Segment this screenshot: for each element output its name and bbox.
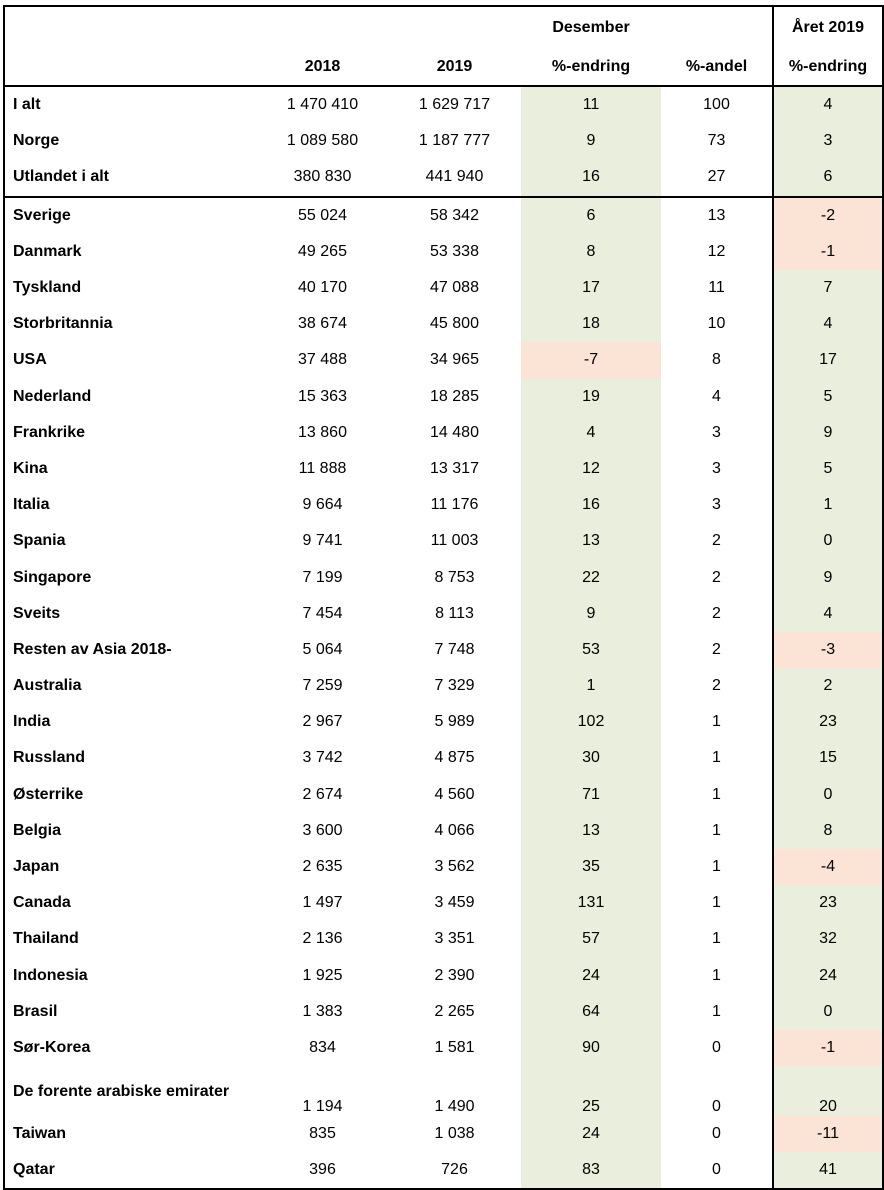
table-row xyxy=(4,849,883,885)
value-share: 0 xyxy=(712,1125,721,1143)
value-2018: 1 089 580 xyxy=(286,132,359,150)
table-row xyxy=(4,813,883,849)
row-name: Canada xyxy=(4,885,257,921)
value-2018: 2 967 xyxy=(302,713,343,731)
row-name: Østerrike xyxy=(4,777,257,813)
value-year-change: 4 xyxy=(773,86,883,123)
value-2018: 2 674 xyxy=(302,785,343,803)
value-share: 1 xyxy=(712,894,721,912)
value-change: -7 xyxy=(521,342,661,378)
row-name: Norge xyxy=(4,123,257,159)
value-year-change: 23 xyxy=(773,885,883,921)
value-year-change: 15 xyxy=(773,740,883,776)
value-2018: 1 497 xyxy=(302,894,343,912)
row-name: Japan xyxy=(4,849,257,885)
column-header-share: %-andel xyxy=(661,49,773,86)
value-2019: 7 329 xyxy=(434,677,475,695)
value-change: 83 xyxy=(521,1152,661,1189)
table-row xyxy=(4,234,883,270)
value-change: 30 xyxy=(521,740,661,776)
row-name: Italia xyxy=(4,487,257,523)
value-year-change: 5 xyxy=(773,379,883,415)
value-change: 24 xyxy=(521,1116,661,1152)
table-row xyxy=(4,921,883,957)
value-2018: 5 064 xyxy=(302,640,343,658)
value-2018: 3 742 xyxy=(302,749,343,767)
value-2018: 40 170 xyxy=(298,279,347,297)
row-name: Sør-Korea xyxy=(4,1030,257,1066)
value-change: 9 xyxy=(521,596,661,632)
table-row xyxy=(4,487,883,523)
value-change: 35 xyxy=(521,849,661,885)
row-name: Spania xyxy=(4,523,257,559)
value-change: 19 xyxy=(521,379,661,415)
table-row xyxy=(4,958,883,994)
value-share: 2 xyxy=(712,640,721,658)
value-2019: 13 317 xyxy=(430,459,479,477)
value-change: 57 xyxy=(521,921,661,957)
value-2019: 1 490 xyxy=(434,1098,475,1116)
row-name: Singapore xyxy=(4,559,257,595)
value-year-change: -11 xyxy=(773,1116,883,1152)
row-name: Resten av Asia 2018- xyxy=(4,632,257,668)
column-header-name xyxy=(4,49,257,86)
value-year-change: 8 xyxy=(773,813,883,849)
row-name: Australia xyxy=(4,668,257,704)
value-year-change: 1 xyxy=(773,487,883,523)
value-change: 25 xyxy=(521,1066,661,1116)
value-year-change: 3 xyxy=(773,123,883,159)
value-share: 1 xyxy=(712,821,721,839)
value-2019: 726 xyxy=(388,1152,521,1189)
value-2019: 3 562 xyxy=(434,858,475,876)
value-2018: 2 635 xyxy=(302,858,343,876)
value-change: 4 xyxy=(521,415,661,451)
table-row xyxy=(4,704,883,740)
value-year-change: 4 xyxy=(773,596,883,632)
row-name: India xyxy=(4,704,257,740)
table-row xyxy=(4,306,883,342)
value-2019: 34 965 xyxy=(430,351,479,369)
value-change: 17 xyxy=(521,270,661,306)
value-share: 11 xyxy=(708,279,725,297)
row-name: USA xyxy=(4,342,257,378)
table-row xyxy=(4,159,883,196)
value-2019: 4 875 xyxy=(434,749,475,767)
row-name: Indonesia xyxy=(4,958,257,994)
value-2018: 1 383 xyxy=(302,1002,343,1020)
table-row xyxy=(4,994,883,1030)
value-share: 3 xyxy=(712,496,721,514)
value-year-change: 0 xyxy=(773,994,883,1030)
value-change: 90 xyxy=(521,1030,661,1066)
table-row xyxy=(4,1066,883,1116)
row-name: Utlandet i alt xyxy=(4,159,257,196)
value-2019: 3 351 xyxy=(434,930,475,948)
row-name: Storbritannia xyxy=(4,306,257,342)
value-2018: 1 470 410 xyxy=(286,96,359,114)
value-share: 13 xyxy=(661,197,773,234)
value-change: 16 xyxy=(521,159,661,196)
value-2018: 11 888 xyxy=(298,459,347,477)
value-2019: 3 459 xyxy=(434,894,475,912)
table-row xyxy=(4,740,883,776)
statistics-table xyxy=(3,5,884,1190)
value-2018: 37 488 xyxy=(298,351,347,369)
value-change: 13 xyxy=(521,813,661,849)
value-2018: 7 454 xyxy=(302,604,343,622)
value-share: 2 xyxy=(712,677,721,695)
value-share: 3 xyxy=(712,459,721,477)
value-year-change: 4 xyxy=(773,306,883,342)
value-share: 1 xyxy=(712,785,721,803)
value-change: 1 xyxy=(521,668,661,704)
value-2019: 1 187 777 xyxy=(418,132,491,150)
table-row xyxy=(4,342,883,378)
table-row xyxy=(4,523,883,559)
value-2018: 9 664 xyxy=(302,496,343,514)
table-row xyxy=(4,451,883,487)
value-2019: 18 285 xyxy=(430,387,479,405)
value-2019: 441 940 xyxy=(425,168,484,186)
value-year-change: 32 xyxy=(773,921,883,957)
value-year-change: 0 xyxy=(773,523,883,559)
value-year-change: 9 xyxy=(773,415,883,451)
value-change: 53 xyxy=(521,632,661,668)
value-change: 11 xyxy=(521,86,661,123)
table-row xyxy=(4,596,883,632)
value-2019: 58 342 xyxy=(388,197,521,234)
value-share: 3 xyxy=(712,423,721,441)
table-row xyxy=(4,270,883,306)
row-name: I alt xyxy=(4,86,257,123)
value-2018: 834 xyxy=(309,1038,336,1056)
value-year-change: 5 xyxy=(773,451,883,487)
value-share: 1 xyxy=(712,966,721,984)
value-2019: 11 176 xyxy=(430,496,479,514)
value-change: 12 xyxy=(521,451,661,487)
header-row-groups xyxy=(4,6,883,49)
value-change: 71 xyxy=(521,777,661,813)
table-row xyxy=(4,86,883,123)
row-name: Nederland xyxy=(4,379,257,415)
value-share: 0 xyxy=(712,1038,721,1056)
value-2018: 7 199 xyxy=(302,568,343,586)
value-2019: 7 748 xyxy=(434,640,475,658)
value-share: 8 xyxy=(712,351,721,369)
table-row xyxy=(4,632,883,668)
value-share: 27 xyxy=(707,168,726,186)
column-header-2019: 2019 xyxy=(388,49,521,86)
value-2019: 1 629 717 xyxy=(418,96,491,114)
value-2019: 8 113 xyxy=(435,604,474,622)
value-share: 73 xyxy=(707,132,726,150)
group-header-year: Året 2019 xyxy=(773,6,883,49)
value-2018: 1 925 xyxy=(302,966,343,984)
value-2019: 2 390 xyxy=(434,966,475,984)
value-share: 0 xyxy=(661,1152,773,1189)
value-change: 131 xyxy=(521,885,661,921)
value-change: 16 xyxy=(521,487,661,523)
value-2018: 15 363 xyxy=(298,387,347,405)
row-name: Frankrike xyxy=(4,415,257,451)
row-name: Russland xyxy=(4,740,257,776)
value-year-change: -2 xyxy=(773,197,883,234)
value-change: 102 xyxy=(521,704,661,740)
value-year-change: 41 xyxy=(773,1152,883,1189)
value-change: 6 xyxy=(521,197,661,234)
value-2018: 55 024 xyxy=(257,197,388,234)
value-2019: 47 088 xyxy=(430,279,479,297)
value-share: 1 xyxy=(712,858,721,876)
group-header-desember: Desember xyxy=(521,6,661,49)
row-name: De forente arabiske emirater xyxy=(4,1066,257,1116)
row-name: Thailand xyxy=(4,921,257,957)
value-2019: 8 753 xyxy=(434,568,475,586)
value-year-change: 7 xyxy=(773,270,883,306)
value-2019: 11 003 xyxy=(430,532,479,550)
value-share: 1 xyxy=(712,713,721,731)
value-year-change: -4 xyxy=(773,849,883,885)
value-2019: 4 560 xyxy=(434,785,475,803)
value-2018: 1 194 xyxy=(302,1098,343,1116)
value-year-change: -1 xyxy=(773,234,883,270)
value-2018: 13 860 xyxy=(298,423,347,441)
table-row xyxy=(4,197,883,234)
value-share: 1 xyxy=(712,930,721,948)
row-name: Tyskland xyxy=(4,270,257,306)
table-row xyxy=(4,885,883,921)
value-year-change: -3 xyxy=(773,632,883,668)
value-2018: 396 xyxy=(257,1152,388,1189)
value-change: 24 xyxy=(521,958,661,994)
value-share: 100 xyxy=(703,96,730,114)
value-2018: 49 265 xyxy=(298,242,347,260)
value-2018: 3 600 xyxy=(302,821,343,839)
value-share: 2 xyxy=(712,532,721,550)
value-2019: 53 338 xyxy=(430,242,479,260)
row-name: Danmark xyxy=(4,234,257,270)
table-row xyxy=(4,1030,883,1066)
value-year-change: 24 xyxy=(773,958,883,994)
value-change: 8 xyxy=(521,234,661,270)
value-change: 13 xyxy=(521,523,661,559)
table-row xyxy=(4,559,883,595)
table-row xyxy=(4,123,883,159)
row-name: Taiwan xyxy=(4,1116,257,1152)
value-share: 2 xyxy=(712,568,721,586)
row-name: Brasil xyxy=(4,994,257,1030)
value-year-change: 20 xyxy=(773,1066,883,1116)
value-2019: 1 581 xyxy=(434,1038,475,1056)
value-share: 1 xyxy=(712,749,721,767)
value-2019: 14 480 xyxy=(430,423,479,441)
row-name: Belgia xyxy=(4,813,257,849)
value-2018: 835 xyxy=(309,1125,336,1143)
value-share: 4 xyxy=(712,387,721,405)
value-2018: 7 259 xyxy=(302,677,343,695)
row-name: Qatar xyxy=(4,1152,257,1189)
column-header-change: %-endring xyxy=(521,49,661,86)
value-share: 12 xyxy=(707,242,726,260)
value-change: 22 xyxy=(521,559,661,595)
value-2019: 5 989 xyxy=(434,713,475,731)
value-year-change: 9 xyxy=(773,559,883,595)
value-year-change: -1 xyxy=(773,1030,883,1066)
row-name: Kina xyxy=(4,451,257,487)
value-2018: 38 674 xyxy=(298,315,347,333)
row-name: Sveits xyxy=(4,596,257,632)
value-share: 2 xyxy=(712,604,721,622)
value-year-change: 6 xyxy=(773,159,883,196)
value-2019: 4 066 xyxy=(434,821,475,839)
table-row xyxy=(4,668,883,704)
value-2019: 1 038 xyxy=(434,1125,475,1143)
value-change: 18 xyxy=(521,306,661,342)
row-name: Sverige xyxy=(4,197,257,234)
value-2019: 2 265 xyxy=(434,1002,475,1020)
value-year-change: 17 xyxy=(773,342,883,378)
column-header-2018: 2018 xyxy=(257,49,388,86)
value-2018: 2 136 xyxy=(302,930,343,948)
value-year-change: 0 xyxy=(773,777,883,813)
value-share: 1 xyxy=(712,1002,721,1020)
value-share: 10 xyxy=(707,315,726,333)
value-change: 64 xyxy=(521,994,661,1030)
header-row-columns xyxy=(4,49,883,86)
value-change: 9 xyxy=(521,123,661,159)
table-row xyxy=(4,379,883,415)
table-row xyxy=(4,415,883,451)
value-year-change: 2 xyxy=(773,668,883,704)
value-year-change: 23 xyxy=(773,704,883,740)
value-2018: 9 741 xyxy=(302,532,343,550)
table-row xyxy=(4,777,883,813)
value-2019: 45 800 xyxy=(430,315,479,333)
column-header-year-change: %-endring xyxy=(773,49,883,86)
table-row xyxy=(4,1152,883,1189)
value-2018: 380 830 xyxy=(293,168,352,186)
table-row xyxy=(4,1116,883,1152)
value-share: 0 xyxy=(712,1098,721,1116)
